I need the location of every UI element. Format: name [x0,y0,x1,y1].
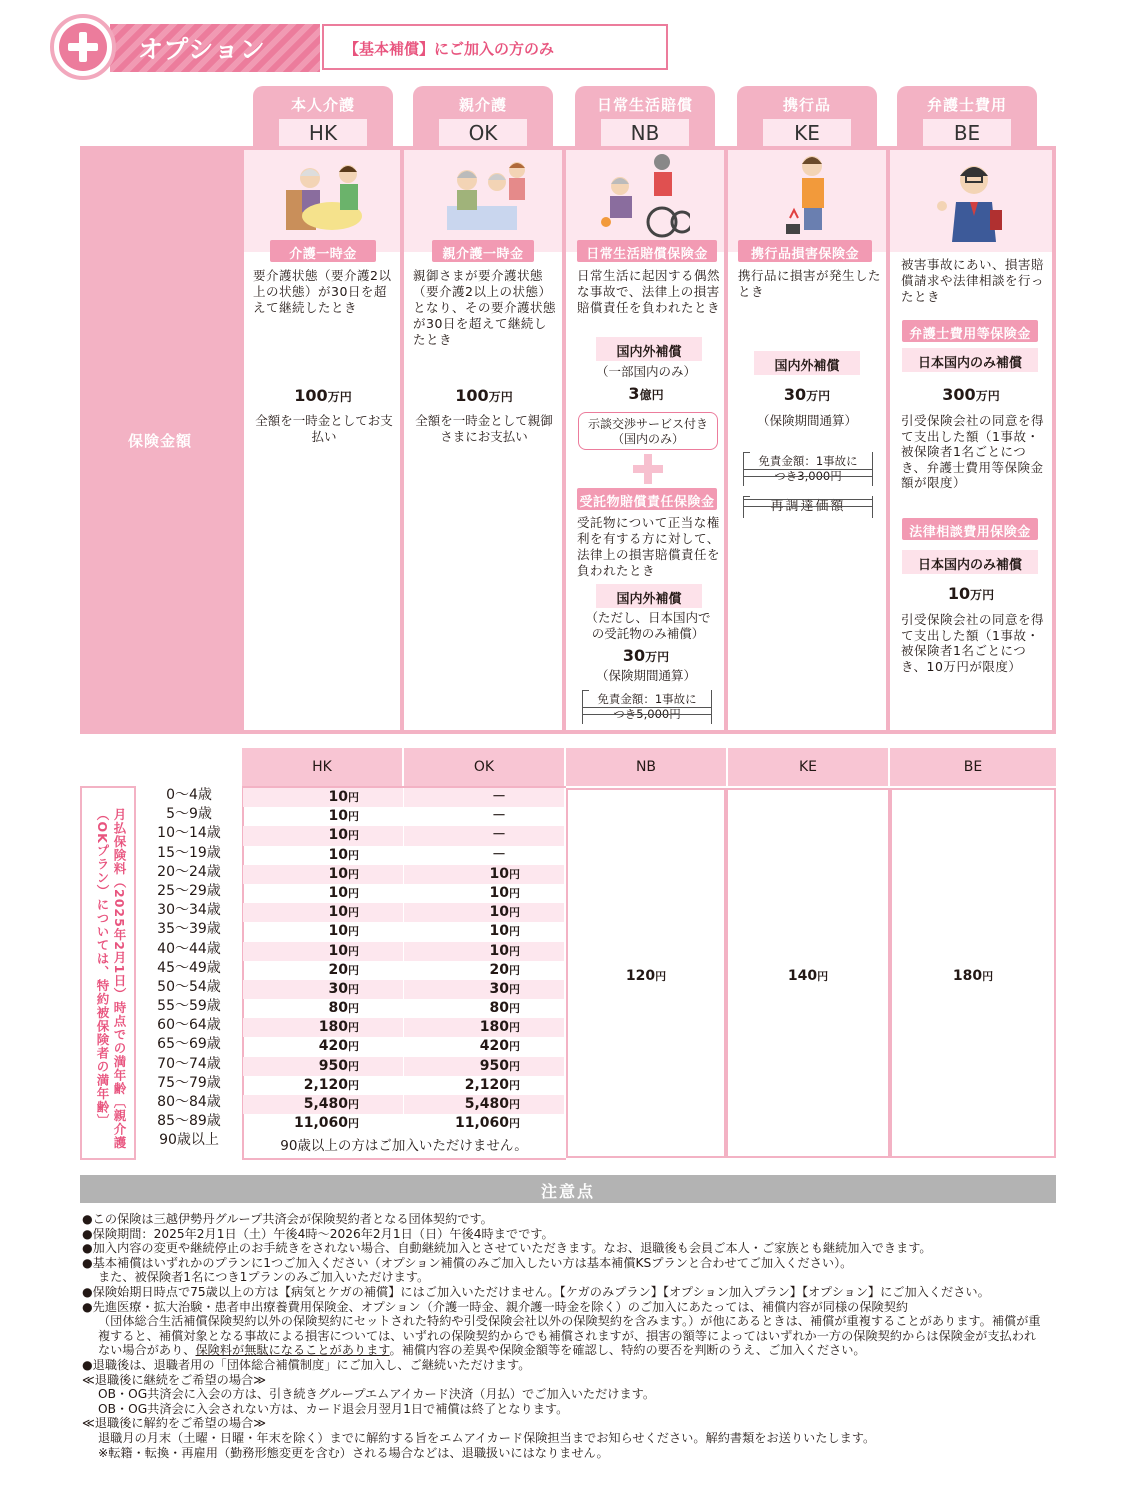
age-row: 20～24歳 [157,863,221,880]
note-line: ●保険期間：2025年2月1日（土）午後4時～2026年2月1日（日）午後4時までです。 [82,1226,554,1241]
ke-scope-badge: 国内外補償 [754,351,860,375]
age-row: 45～49歳 [157,959,221,976]
lawyer-illustration [932,158,1012,242]
note-line: ≪退職後に解約をご希望の場合≫ [82,1416,266,1431]
hk-benefit-pill: 介護一時金 [270,240,376,262]
premium-ok-column [404,788,564,1133]
ok-benefit-pill: 親介護一時金 [432,240,534,262]
nb-trust-scope-badge: 国内外補償 [596,584,702,608]
be-consult-note: 引受保険会社の同意を得て支出した額（1事故・被保険者1名ごとにつき、10万円が限度） [901,612,1045,674]
age-row: 75～79歳 [157,1074,221,1091]
hk-desc: 要介護状態（要介護2以上の状態）が30日を超えて継続したとき [253,268,392,315]
premium-row: 10円 [404,865,564,884]
caregiver-illustration [280,156,370,242]
nb-scope-badge: 国内外補償 [596,337,702,361]
be-lawyer-pill: 弁護士費用等保険金 [902,320,1038,342]
premium-row: － [404,788,564,807]
age-row: 40～44歳 [157,940,221,957]
note-line: OB・OG共済会に入会の方は、引き続きグループエムアイカード決済（月払）でご加入いただけます。 [98,1387,656,1402]
nb-desc: 日常生活に起因する偶然な事故で、法律上の損害賠償責任を負われたとき [577,268,721,315]
nb-trust-pill: 受託物賠償責任保険金 [577,488,717,510]
premium-row: 420円 [479,1038,520,1055]
premium-row: 10円 [489,884,520,901]
premium-row: 10円 [243,865,403,884]
accident-illustration [598,152,690,240]
premium-row: 10円 [243,826,403,845]
age-row: 30～34歳 [157,902,221,919]
premium-be-cell: 180円 [890,788,1056,1158]
ok-amount: 100万円 [455,386,513,405]
age-row: 90歳以上 [159,1132,219,1149]
age-column [136,786,242,1151]
note-line: OB・OG共済会に入会されない方は、カード退会月翌月1日で補償は終了となります。 [98,1401,569,1416]
premium-nb-cell: 120円 [566,788,726,1158]
note-line: ≪退職後に継続をご希望の場合≫ [82,1372,266,1387]
premium-row: － [492,808,506,825]
ok-payment: 全額を一時金として親御さまにお支払い [415,413,553,444]
hk-amount: 100万円 [294,386,352,405]
ke-amount: 30万円 [783,385,831,404]
premium-header-ok: OK [404,748,564,786]
age-row: 50～54歳 [157,978,221,995]
premium-row: 10円 [328,923,359,940]
be-lawyer-scope-badge: 日本国内のみ補償 [902,348,1038,372]
nb-service-box: 示談交渉サービス付き（国内のみ） [578,412,718,450]
premium-row: 950円 [243,1057,403,1076]
premium-row: － [492,846,506,863]
nb-benefit-pill: 日常生活賠償保険金 [577,240,717,262]
tab-nb: 日常生活賠償 NB [575,86,715,148]
premium-row: 5,480円 [243,1095,403,1114]
premium-row: 10円 [404,942,564,961]
ok-desc: 親御さまが要介護状態（要介護2以上の状態）となり、その要介護状態が30日を超えて継続したとき [413,268,557,347]
premium-row: 950円 [404,1057,564,1076]
premium-row: 10円 [489,923,520,940]
header-note: 【基本補償】にご加入の方のみ [322,24,668,70]
age-row: 65～69歳 [157,1036,221,1053]
premium-row: 180円 [404,1018,564,1037]
notes-title: 注意点 [80,1175,1056,1203]
age-row: 15～19歳 [157,844,221,861]
note-line: ●加入内容の変更や継続停止のお手続きをされない場合、自動継続加入とさせていただきます。なお、退職後も会員ご本人・ご家族とも継続加入できます。 [82,1241,932,1256]
note-paragraph: （団体総合生活補償保険契約以外の保険契約にセットされた特約や引受保険会社以外の保険契約を含みます。）が他にあるときは、補償が重複することがあります。補償が重複すると、補償対象となる事故による損害については、いずれの保険契約からでも補償されますが、損害の額等によってはいずれか一方の保険契約からは保険金が支払われない場合があり、保険料が無駄になることがあります。補償内容の差異や保険金額等を確認し、特約の要否を判断のうえ、ご加入ください。 [98,1314,1041,1358]
note-line: また、被保険者1名につき1プランのみご加入いただけます。 [98,1270,430,1285]
note-underline: 保険料が無駄になることがあります [195,1343,390,1358]
tab-ke: 携行品 KE [737,86,877,148]
nb-trust-amount: 30万円 [622,646,670,665]
tab-ok: 親介護 OK [413,86,553,148]
premium-row: 10円 [243,903,403,922]
note-line: ※転籍・転換・再雇用（勤務形態変更を含む）される場合などは、退職扱いにはなりません。 [98,1445,609,1460]
premium-row: 180円 [243,1018,403,1037]
premium-row: 10円 [404,903,564,922]
be-lawyer-amount: 300万円 [942,385,1000,404]
be-consult-amount: 10万円 [947,584,995,603]
tab-hk: 本人介護 HK [253,86,393,148]
premium-row: － [404,826,564,845]
age-row: 35～39歳 [157,921,221,938]
nb-trust-scope-note: （ただし、日本国内での受託物のみ補償） [585,610,711,641]
age-row: 60～64歳 [157,1017,221,1034]
plus-icon-small [633,454,663,484]
nb-amount: 3億円 [628,384,664,403]
premium-header-nb: NB [566,748,726,786]
plus-icon [50,14,116,80]
premium-row: 30円 [243,980,403,999]
premium-row: 10円 [328,884,359,901]
page-title: オプション [138,35,266,64]
age-row: 55～59歳 [157,998,221,1015]
age-row: 0～4歳 [166,787,212,803]
age-row: 85～89歳 [157,1113,221,1130]
premium-header-ke: KE [728,748,888,786]
nb-trust-desc: 受託物について正当な権利を有する方に対して、法律上の損害賠償責任を負われたとき [577,515,721,578]
premium-row: 80円 [489,1000,520,1017]
nb-deductible: 免責金額：1事故につき5,000円 [582,690,712,724]
age-row: 25～29歳 [157,882,221,899]
premium-row: 10円 [328,846,359,863]
be-consult-scope-badge: 日本国内のみ補償 [902,550,1038,574]
parent-care-illustration [443,156,533,242]
premium-row: 10円 [328,808,359,825]
premium-row: 20円 [489,961,520,978]
tab-be: 弁護士費用 BE [897,86,1037,148]
premium-row: 2,120円 [464,1076,520,1093]
premium-row: 420円 [318,1038,359,1055]
premium-row: 11,060円 [293,1115,359,1132]
premium-row: 30円 [404,980,564,999]
age-row: 5～9歳 [166,806,212,823]
ke-period: （保険期間通算） [756,413,857,428]
nb-scope-note: （一部国内のみ） [595,364,696,379]
note-line: ●この保険は三越伊勢丹グループ共済会が保険契約者となる団体契約です。 [82,1212,493,1226]
hk-payment: 全額を一時金としてお支払い [255,413,393,444]
age-row: 70～74歳 [157,1055,221,1072]
premium-side-label: 月払保険料（2025年2月1日）時点での満年齢〔親介護（OKプラン）については、特約被保険者の満年齢〕 [80,786,136,1160]
notes-list [82,1212,1062,1460]
premium-over90-note: 90歳以上の方はご加入いただけません。 [280,1138,528,1154]
note-line: 退職月の月末（土曜・日曜・年末を除く）までに解約する旨をエムアイカード保険担当までお知らせください。解約書類をお送りいたします。 [98,1430,876,1445]
ke-benefit-pill: 携行品損害保険金 [738,240,872,262]
row-label-amount: 保険金額 [80,146,240,734]
ke-basis: 再調達価額 [743,496,873,518]
age-row: 80～84歳 [157,1094,221,1110]
be-consult-pill: 法律相談費用保険金 [902,518,1038,540]
note-line: ●保険始期日時点で75歳以上の方は【病気とケガの補償】にはご加入いただけません。【ケガのみプラン】【オプション加入プラン】【オプション】にご加入ください。 [82,1284,990,1299]
premium-ke-cell: 140円 [726,788,890,1158]
broken-item-illustration [782,152,854,240]
premium-row: 10円 [243,942,403,961]
note-line: ●基本補償はいずれかのプランに1つご加入ください（オプション補償のみご加入したい方は基本補償KSプランと合わせてご加入ください）。 [82,1255,853,1270]
premium-row: 2,120円 [303,1076,359,1093]
premium-header-hk: HK [242,748,402,786]
note-line: ●先進医療・拡大治験・患者申出療養費用保険金、オプション（介護一時金、親介護一時金を除く）のご加入にあたっては、補償内容が同様の保険契約 [82,1299,909,1314]
premium-hk-column [243,788,403,1133]
premium-row: 10円 [243,788,403,807]
premium-header-be: BE [890,748,1056,786]
premium-row: 80円 [328,1000,359,1017]
premium-row: 5,480円 [404,1095,564,1114]
premium-row: 20円 [328,961,359,978]
be-desc: 被害事故にあい、損害賠償請求や法律相談を行ったとき [901,257,1045,304]
nb-trust-period: （保険期間通算） [595,668,696,683]
be-lawyer-note: 引受保険会社の同意を得て支出した額（1事故・被保険者1名ごとにつき、弁護士費用等保険金額が限度） [901,413,1045,490]
age-row: 10～14歳 [157,825,221,842]
note-line: ●退職後は、退職者用の「団体総合補償制度」にご加入し、ご継続いただけます。 [82,1357,531,1372]
premium-row: 11,060円 [454,1115,520,1132]
ke-deductible: 免責金額：1事故につき3,000円 [743,452,873,486]
ke-desc: 携行品に損害が発生したとき [738,268,882,299]
